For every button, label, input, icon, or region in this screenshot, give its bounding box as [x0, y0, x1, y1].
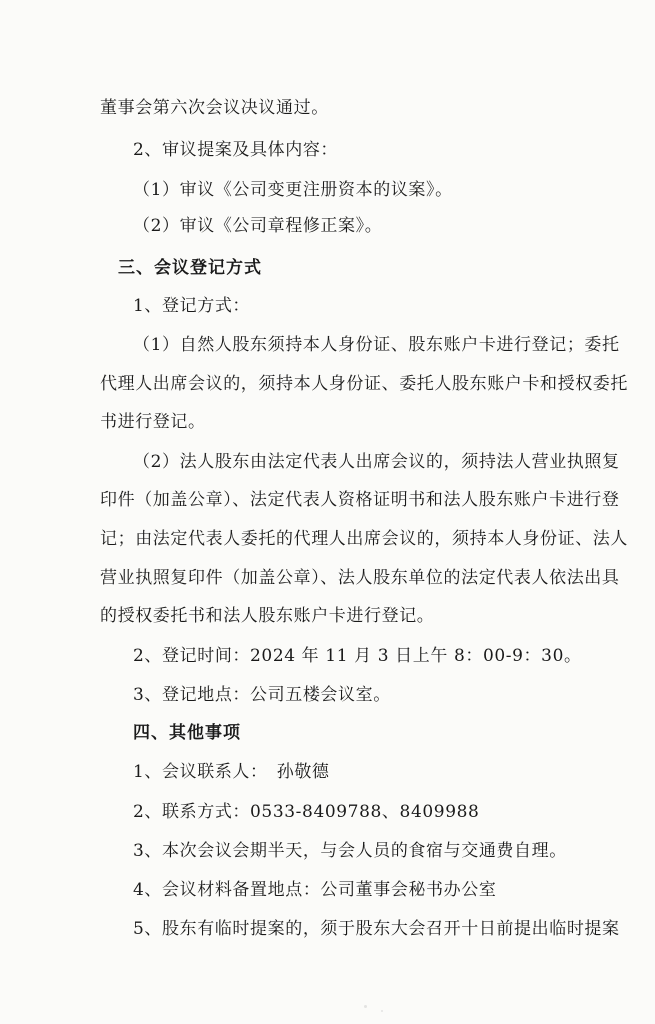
text-line-legal-person-4: 营业执照复印件（加盖公章）、法人股东单位的法定代表人依法出具 — [100, 568, 620, 588]
text-line-continuation: 董事会第六次会议决议通过。 — [100, 98, 329, 118]
section-heading-registration: 三、会议登记方式 — [118, 258, 262, 278]
text-line-temporary-proposal: 5、股东有临时提案的，须于股东大会召开十日前提出临时提案 — [133, 919, 620, 939]
text-line-legal-person-2: 印件（加盖公章）、法定代表人资格证明书和法人股东账户卡进行登 — [100, 490, 620, 510]
section-heading-other-matters: 四、其他事项 — [133, 723, 241, 743]
text-line-contact-phone: 2、联系方式：0533-8409788、8409988 — [133, 802, 480, 822]
text-line-materials-location: 4、会议材料备置地点：公司董事会秘书办公室 — [133, 880, 497, 900]
text-line-subitem-1: （1）审议《公司变更注册资本的议案》。 — [133, 180, 453, 200]
scan-speck — [381, 1010, 383, 1012]
text-line-contact-person: 1、会议联系人： 孙敬德 — [133, 762, 330, 782]
text-line-legal-person-1: （2）法人股东由法定代表人出席会议的，须持法人营业执照复 — [133, 452, 620, 472]
text-line-registration-location: 3、登记地点：公司五楼会议室。 — [133, 685, 391, 705]
text-line-item-2: 2、审议提案及具体内容： — [133, 140, 339, 160]
text-line-registration-time: 2、登记时间：2024 年 11 月 3 日上午 8：00-9：30。 — [133, 646, 582, 666]
text-line-subitem-2: （2）审议《公司章程修正案》。 — [133, 216, 383, 236]
text-line-natural-person-2: 代理人出席会议的，须持本人身份证、委托人股东账户卡和授权委托 — [100, 374, 628, 394]
text-line-natural-person-3: 书进行登记。 — [100, 412, 206, 432]
text-line-registration-method: 1、登记方式： — [133, 296, 251, 316]
text-line-meeting-duration: 3、本次会议会期半天，与会人员的食宿与交通费自理。 — [133, 841, 567, 861]
text-line-legal-person-5: 的授权委托书和法人股东账户卡进行登记。 — [100, 606, 435, 626]
scan-speck — [364, 1005, 367, 1008]
text-line-natural-person-1: （1）自然人股东须持本人身份证、股东账户卡进行登记；委托 — [133, 335, 620, 355]
text-line-legal-person-3: 记；由法定代表人委托的代理人出席会议的，须持本人身份证、法人 — [100, 529, 628, 549]
